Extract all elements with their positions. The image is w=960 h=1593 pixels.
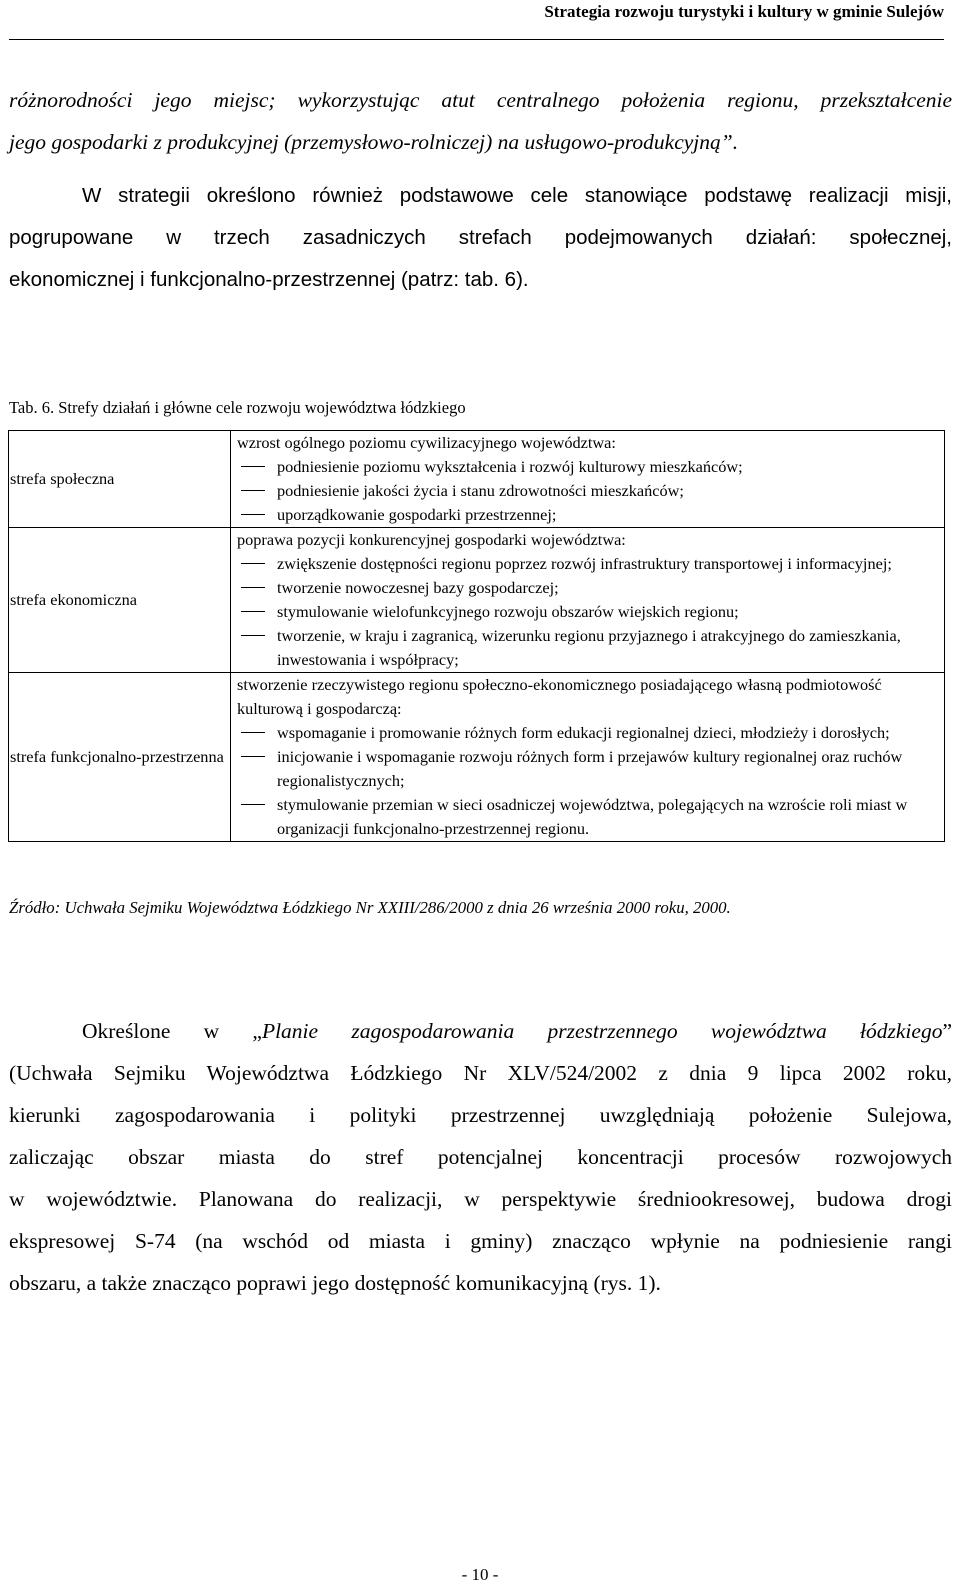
goals-cell <box>231 673 945 842</box>
goal-item: inicjowanie i wspomaganie rozwoju różnych form i przejawów kultury regionalnej oraz ruchów regionalistycznych; <box>237 745 942 793</box>
paragraph-line: ekonomicznej i funkcjonalno-przestrzennej (patrz: tab. 6). <box>9 268 529 291</box>
paragraph-strategy-goals <box>9 175 952 301</box>
running-header: Strategia rozwoju turystyki i kultury w gminie Sulejów <box>544 2 944 21</box>
zone-cell <box>9 431 231 528</box>
paragraph-line: kierunki zagospodarowania i polityki przestrzennej uwzględniają położenie Sulejowa, <box>9 1103 952 1127</box>
zones-goals-table <box>8 430 945 842</box>
paragraph-spatial-plan <box>9 1010 952 1304</box>
goal-item: tworzenie nowoczesnej bazy gospodarczej; <box>237 576 942 600</box>
goal-list <box>237 721 942 841</box>
paragraph-line: zaliczając obszar miasta do stref potencjalnej koncentracji procesów rozwojowych <box>9 1145 952 1169</box>
table-caption: Tab. 6. Strefy działań i główne cele rozwoju województwa łódzkiego <box>9 398 466 417</box>
paragraph-line: różnorodności jego miejsc; wykorzystując atut centralnego położenia regionu, przekształcenie <box>9 88 952 112</box>
paragraph-line: ekspresowej S-74 (na wschód od miasta i gminy) znacząco wpłynie na podniesienie rangi <box>9 1229 952 1253</box>
paragraph-line: w województwie. Planowana do realizacji, w perspektywie średniookresowej, budowa drogi <box>9 1187 952 1211</box>
table-source-note: Źródło: Uchwała Sejmiku Województwa Łódzkiego Nr XXIII/286/2000 z dnia 26 września 2000 roku, 2000. <box>9 898 731 917</box>
zone-label: strefa ekonomiczna <box>10 590 138 609</box>
goal-title: poprawa pozycji konkurencyjnej gospodarki województwa: <box>237 530 626 549</box>
goal-item: stymulowanie przemian w sieci osadniczej województwa, polegających na wzroście roli miast w organizacji funkcjonalno-przestrzennej regionu. <box>237 793 942 841</box>
goals-cell <box>231 528 945 673</box>
goal-list <box>237 455 942 527</box>
table-row <box>9 528 945 673</box>
goal-title: wzrost ogólnego poziomu cywilizacyjnego województwa: <box>237 433 616 452</box>
goal-item: podniesienie poziomu wykształcenia i rozwój kulturowy mieszkańców; <box>237 455 942 479</box>
header-rule <box>9 39 944 40</box>
zone-cell <box>9 673 231 842</box>
paragraph-line: jego gospodarki z produkcyjnej (przemysłowo-rolniczej) na usługowo-produkcyjną”. <box>9 130 739 154</box>
zone-label: strefa funkcjonalno-przestrzenna <box>10 747 224 766</box>
plan-suffix: ” <box>942 1019 952 1043</box>
zone-label: strefa społeczna <box>10 469 115 488</box>
paragraph-line: pogrupowane w trzech zasadniczych strefach podejmowanych działań: społecznej, <box>9 226 952 249</box>
goal-item: tworzenie, w kraju i zagranicą, wizerunku regionu przyjaznego i atrakcyjnego do zamieszkania, inwestowania i współpracy; <box>237 624 942 672</box>
paragraph-line <box>9 1010 952 1052</box>
goal-item: wspomaganie i promowanie różnych form edukacji regionalnej dzieci, młodzieży i dorosłych; <box>237 721 942 745</box>
paragraph-line: (Uchwała Sejmiku Województwa Łódzkiego Nr XLV/524/2002 z dnia 9 lipca 2002 roku, <box>9 1061 952 1085</box>
zone-cell <box>9 528 231 673</box>
goal-item: zwiększenie dostępności regionu poprzez rozwój infrastruktury transportowej i informacyjnej; <box>237 552 942 576</box>
goal-list <box>237 552 942 672</box>
plan-title: Planie zagospodarowania przestrzennego województwa łódzkiego <box>261 1019 943 1043</box>
table-row <box>9 431 945 528</box>
page-number: - 10 - <box>461 1565 499 1584</box>
goals-cell <box>231 431 945 528</box>
paragraph-line: W strategii określono również podstawowe cele stanowiące podstawę realizacji misji, <box>82 184 952 207</box>
goal-item: podniesienie jakości życia i stanu zdrowotności mieszkańców; <box>237 479 942 503</box>
goal-title: stworzenie rzeczywistego regionu społeczno-ekonomicznego posiadającego własną podmiotowość kulturową i gospodarczą: <box>237 675 882 718</box>
paragraph-line: obszaru, a także znacząco poprawi jego dostępność komunikacyjną (rys. 1). <box>9 1271 661 1295</box>
goal-item: uporządkowanie gospodarki przestrzennej; <box>237 503 942 527</box>
paragraph-quote-end <box>9 79 952 163</box>
table-row <box>9 673 945 842</box>
goal-item: stymulowanie wielofunkcyjnego rozwoju obszarów wiejskich regionu; <box>237 600 942 624</box>
plan-prefix: Określone w „ <box>82 1019 262 1043</box>
